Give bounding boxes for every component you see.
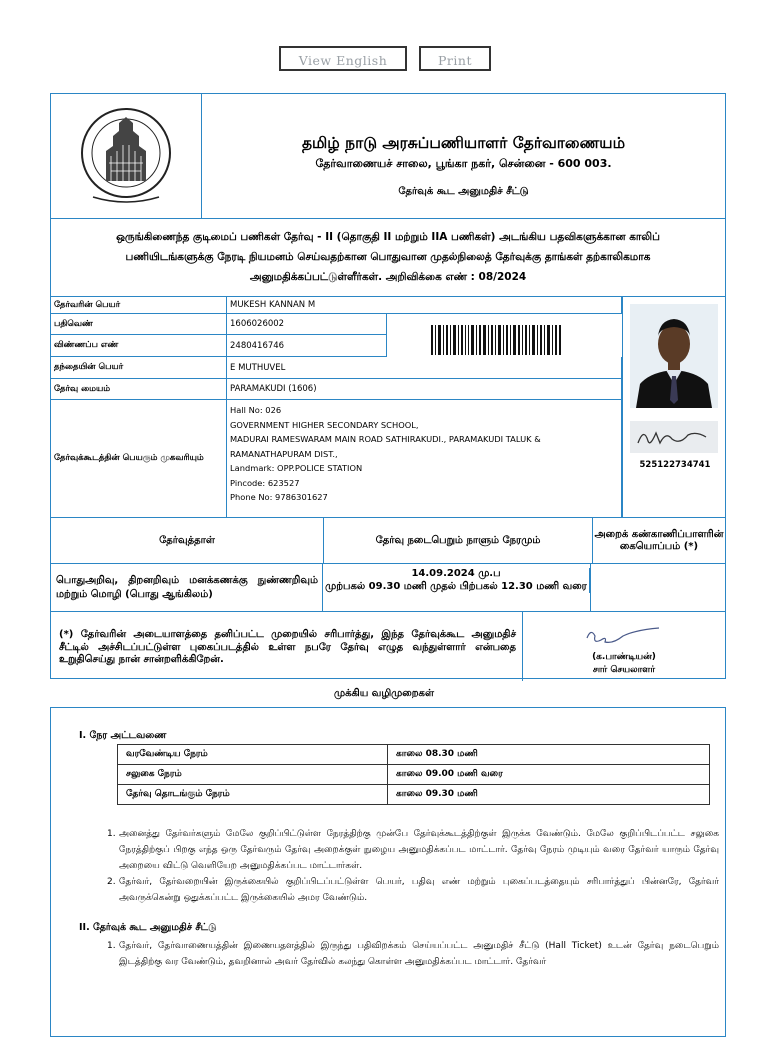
toolbar: [279, 46, 491, 71]
invigilator-header: அறைக் கண்காணிப்பாளரின் கையொப்பம் (*): [594, 528, 724, 552]
venue-line: MADURAI RAMESWARAM MAIN ROAD SATHIRAKUDI., PARAMAKUDI TALUK &: [230, 434, 541, 444]
photo-column: [622, 297, 727, 517]
paper-header: தேர்வுத்தாள்: [51, 518, 324, 563]
hall-ticket: [50, 93, 726, 679]
org-title-block: [202, 94, 725, 218]
guideline-text: அனைத்து தேர்வர்களும் மேலே குறிப்பிட்டுள்ள நேரத்திற்கு முன்பே தேர்வுக்கூடத்திற்குள் இருக்க வேண்டும். மேலே குறிப்பிடப்பட்ட சலுகை நேரத்திற்குப் பிறகு எந்த ஒரு தேர்வரும் தேர்வு அறைக்குள் நுழைய அனுமதிக்கப்பட மாட்டார். தேர்வு நேரம் முடியும் வரை தேர்வர் யாரும் தேர்வு அறையை விட்டு வெளியேற அனுமதிக்கப்பட மாட்டார்கள்.: [119, 829, 719, 871]
view-english-button[interactable]: View English: [279, 46, 407, 71]
table-row: [118, 765, 710, 785]
candidate-details: [51, 297, 725, 518]
candidate-photo: [630, 304, 718, 408]
section-hall-ticket: II. தேர்வுக் கூட அனுமதிச் சீட்டு: [79, 922, 217, 933]
schedule-value: காலை 09.00 மணி வரை: [388, 765, 710, 785]
list-item: 2. தேர்வர், தேர்வறையின் இருக்கையில் குறிப்பிடப்பட்டுள்ள பெயர், பதிவு எண் மற்றும் புகைப்படத்தையும் சரிபார்த்துப் பின்னரே, தேர்வர் அவருக்கென்று ஒதுக்கப்பட்ட இருக்கையில் அமர வேண்டும்.: [107, 874, 719, 906]
ticket-header: [51, 94, 725, 219]
schedule-table: [117, 744, 710, 805]
org-address: தேர்வாணையச் சாலை, பூங்கா நகர், சென்னை - 600 003.: [315, 157, 612, 170]
exam-time: முற்பகல் 09.30 மணி முதல் பிற்பகல் 12.30 மணி வரை: [323, 581, 590, 594]
invigilator-signature-box: [591, 564, 725, 611]
centre-label: தேர்வு மையம்: [51, 379, 227, 400]
guideline-text: தேர்வர், தேர்வறையின் இருக்கையில் குறிப்பிடப்பட்டுள்ள பெயர், பதிவு எண் மற்றும் புகைப்படத்தையும் சரிபார்த்துப் பின்னரே, தேர்வர் அவருக்கென்று ஒதுக்கப்பட்ட இருக்கையில் அமர வேண்டும்.: [119, 877, 719, 903]
barcode-icon: [431, 325, 561, 355]
schedule-label: வரவேண்டிய நேரம்: [118, 745, 388, 765]
application-number: 2480416746: [227, 335, 387, 357]
venue-address: [227, 400, 622, 517]
list-item: 1. அனைத்து தேர்வர்களும் மேலே குறிப்பிட்டுள்ள நேரத்திற்கு முன்பே தேர்வுக்கூடத்திற்குள் இருக்க வேண்டும். மேலே குறிப்பிடப்பட்ட சலுகை நேரத்திற்குப் பிறகு எந்த ஒரு தேர்வரும் தேர்வு அறைக்குள் நுழைய அனுமதிக்கப்பட மாட்டார். தேர்வு நேரம் முடியும் வரை தேர்வர் யாரும் தேர்வு அறையை விட்டு வெளியேற அனுமதிக்கப்பட மாட்டார்கள்.: [107, 826, 719, 874]
schedule-value: காலை 08.30 மணி: [388, 745, 710, 765]
exam-centre: PARAMAKUDI (1606): [227, 379, 622, 400]
application-row: [51, 335, 387, 357]
guideline-text: தேர்வர், தேர்வாணையத்தின் இணையதளத்தில் இருந்து பதிவிறக்கம் செய்யப்பட்ட அனுமதிச் சீட்டு (Hall Ticket) உடன் தேர்வு நடைபெறும் இடத்திற்கு வர வேண்டும், தவறினால் அவர் தேர்வில் கலந்து கொள்ள அனுமதிக்கப்பட மாட்டார். தேர்வர்: [119, 941, 719, 967]
venue-line: Pincode: 623527: [230, 477, 300, 488]
venue-line: Hall No: 026: [230, 405, 282, 415]
emblem-logo: [51, 94, 202, 218]
venue-line: Landmark: OPP.POLICE STATION: [230, 463, 363, 473]
reg-number: 1606026002: [227, 314, 387, 335]
print-button[interactable]: Print: [419, 46, 491, 71]
table-row: [118, 785, 710, 805]
schedule-label: சலுகை நேரம்: [118, 765, 388, 785]
schedule-value: காலை 09.30 மணி: [388, 785, 710, 805]
candidate-signature: [630, 421, 718, 453]
datetime-header: தேர்வு நடைபெறும் நாளும் நேரமும்: [324, 518, 593, 563]
declaration: [51, 612, 725, 681]
org-title: தமிழ் நாடு அரசுப்பணியாளர் தேர்வாணையம்: [301, 134, 626, 152]
venue-line: GOVERNMENT HIGHER SECONDARY SCHOOL,: [230, 419, 419, 430]
venue-line: Phone No: 9786301627: [230, 492, 328, 502]
ticket-title: தேர்வுக் கூட அனுமதிச் சீட்டு: [398, 186, 529, 197]
schedule-label: தேர்வு தொடங்கும் நேரம்: [118, 785, 388, 805]
venue-row: [51, 400, 622, 517]
name-row: [51, 297, 622, 314]
candidate-name: MUKESH KANNAN M: [227, 297, 622, 314]
secretary-signature-icon: [583, 624, 663, 648]
exam-date: 14.09.2024 மு.ப: [323, 568, 590, 581]
father-name: E MUTHUVEL: [227, 357, 622, 379]
section-time-schedule: I. நேர அட்டவணை: [79, 730, 167, 741]
exam-paper: பொதுஅறிவு, திறனறிவும் மனக்கணக்கு நுண்ணறிவும் மற்றும் மொழி (பொது ஆங்கிலம்): [51, 564, 323, 611]
reg-label: பதிவெண்: [51, 314, 227, 335]
guideline-list: [107, 826, 719, 906]
guideline-list: [107, 938, 719, 970]
photo-number: 525122734741: [639, 460, 711, 470]
exam-notice: ஒருங்கிணைந்த குடிமைப் பணிகள் தேர்வு - II (தொகுதி II மற்றும் IIA பணிகள்) அடங்கிய பதவிகளுக்கான காலிப் பணியிடங்களுக்கு நேரடி நியமனம் செய்வதற்கான பொதுவான முதல்நிலைத் தேர்வுக்கு தாங்கள் தற்காலிகமாக அனுமதிக்கப்பட்டுள்ளீர்கள். அறிவிக்கை எண் : 08/2024: [51, 219, 725, 297]
secretary-name: (க.பாண்டியன்): [592, 652, 656, 662]
reg-row: [51, 314, 387, 335]
exam-datetime: [323, 564, 591, 611]
father-row: [51, 357, 622, 379]
table-row: [118, 745, 710, 765]
instructions-box: [50, 707, 726, 1037]
father-label: தந்தையின் பெயர்: [51, 357, 227, 379]
application-label: விண்ணப்ப எண்: [51, 335, 227, 357]
secretary-title: சார் செயலாளர்: [592, 665, 656, 675]
tnpsc-emblem-icon: [73, 101, 179, 211]
name-label: தேர்வரின் பெயர்: [51, 297, 227, 314]
declaration-text: (*) தேர்வரின் அடையாளத்தை தனிப்பட்ட முறையில் சரிபார்த்து, இந்த தேர்வுக்கூட அனுமதிச் சீட்டில் அச்சிடப்பட்டுள்ள புகைப்படத்தில் உள்ள நபரே தேர்வு எழுத வந்துள்ளார் என்பதை உறுதிசெய்து நான் சான்றளிக்கிறேன்.: [51, 612, 523, 681]
venue-line: RAMANATHAPURAM DIST.,: [230, 448, 338, 459]
signature-icon: [630, 421, 718, 453]
guidelines-heading: முக்கிய வழிமுறைகள்: [334, 688, 434, 699]
exam-table-header: [51, 518, 725, 564]
exam-table-row: [51, 564, 725, 612]
secretary-signature-block: [523, 612, 725, 681]
centre-row: [51, 379, 622, 400]
venue-label: தேர்வுக்கூடத்தின் பெயரும் முகவரியும்: [51, 400, 227, 517]
person-photo-icon: [630, 304, 718, 408]
list-item: 1. தேர்வர், தேர்வாணையத்தின் இணையதளத்தில் இருந்து பதிவிறக்கம் செய்யப்பட்ட அனுமதிச் சீட்டு (Hall Ticket) உடன் தேர்வு நடைபெறும் இடத்திற்கு வர வேண்டும், தவறினால் அவர் தேர்வில் கலந்து கொள்ள அனுமதிக்கப்பட மாட்டார். தேர்வர்: [107, 938, 719, 970]
